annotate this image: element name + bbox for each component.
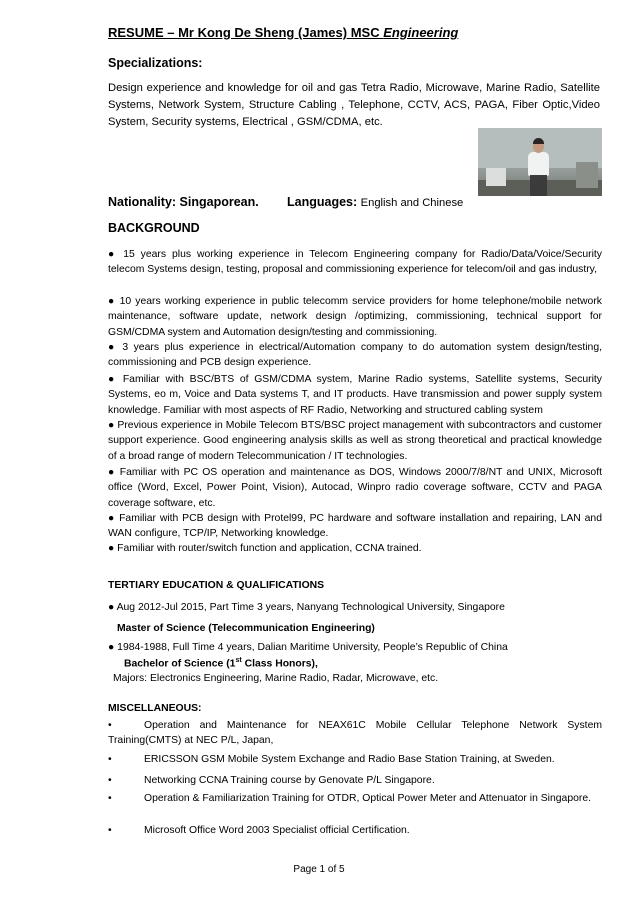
- background-item: ● Familiar with BSC/BTS of GSM/CDMA system, Marine Radio systems, Satellite systems, Security Systems, eo m, Voice and Data systems T, and IT products. Have transmission and power supply system knowledge. Familiar with most aspects of RF Radio, Networking and structured cabling system: [108, 374, 602, 416]
- nationality-label: Nationality:: [108, 195, 177, 209]
- background-item: ● 10 years working experience in public telecomm service providers for home telephone/mobile network maintenance, software update, network design /optimizing, commissioning, technical support for GSM/CDMA system and Automation design/testing and commissioning.: [108, 296, 602, 338]
- nationality: [108, 195, 259, 209]
- languages-label: Languages:: [287, 195, 358, 209]
- page-number: Page 1 of 5: [293, 864, 345, 875]
- misc-item: • ERICSSON GSM Mobile System Exchange and Radio Base Station Training, at Sweden.: [108, 754, 555, 765]
- background-item: ● 3 years plus experience in electrical/Automation company to do automation system design/testing, commissioning and PCB design experience.: [108, 342, 602, 369]
- misc-item: • Operation and Maintenance for NEAX61C Mobile Cellular Telephone Network System Training(CMTS) at NEC P/L, Japan,: [108, 720, 602, 747]
- profile-photo: [478, 128, 602, 196]
- title-main: RESUME – Mr Kong De Sheng (James) MSC: [108, 25, 384, 40]
- tertiary-heading: TERTIARY EDUCATION & QUALIFICATIONS: [108, 580, 325, 591]
- background-item: ● Familiar with PC OS operation and maintenance as DOS, Windows 2000/7/8/NT and UNIX, Microsoft office (Word, Excel, Power Point, Vision), Autocad, Winpro radio coverage software, CCTV and PAGA coverage software, etc.: [108, 467, 602, 509]
- resume-title: [108, 25, 458, 40]
- edu1-line: ● Aug 2012-Jul 2015, Part Time 3 years, Nanyang Technological University, Singapore: [108, 602, 505, 613]
- edu2-degree: Bachelor of Science (1st Class Honors),: [124, 657, 318, 670]
- edu1-degree: Master of Science (Telecommunication Engineering): [117, 623, 375, 634]
- misc-item: • Microsoft Office Word 2003 Specialist official Certification.: [108, 825, 410, 836]
- edu2-majors: Majors: Electronics Engineering, Marine Radio, Radar, Microwave, etc.: [113, 673, 439, 684]
- misc-heading: MISCELLANEOUS:: [108, 703, 202, 714]
- background-item: ● Previous experience in Mobile Telecom BTS/BSC project management with subcontractors and customer support experience. Good engineering analysis skills as well as strong theoretical and practical knowledge of a broad range of modern Telecommunication / IT technologies.: [108, 420, 602, 462]
- background-item: ● 15 years plus working experience in Telecom Engineering company for Radio/Data/Voice/Security telecom Systems design, testing, proposal and commissioning experience for telecom/oil and gas industry,: [108, 249, 602, 276]
- misc-item: • Operation & Familiarization Training for OTDR, Optical Power Meter and Attenuator in Singapore.: [108, 793, 592, 804]
- title-italic: Engineering: [383, 25, 459, 40]
- edu2-line: ● 1984-1988, Full Time 4 years, Dalian Maritime University, People’s Republic of China: [108, 642, 508, 653]
- specializations-heading: Specializations:: [108, 56, 203, 70]
- languages: [287, 195, 463, 209]
- nationality-value: Singaporean.: [179, 195, 259, 209]
- misc-item: • Networking CCNA Training course by Genovate P/L Singapore.: [108, 775, 435, 786]
- background-heading: BACKGROUND: [108, 221, 200, 235]
- background-item: ● Familiar with router/switch function and application, CCNA trained.: [108, 543, 422, 554]
- languages-value: English and Chinese: [360, 197, 464, 209]
- background-item: ● Familiar with PCB design with Protel99, PC hardware and software installation and repairing, LAN and WAN configure, TCP/IP, Networking knowledge.: [108, 513, 602, 540]
- specializations-text: Design experience and knowledge for oil and gas Tetra Radio, Microwave, Marine Radio, Satellite Systems, Network System, Structure Cabling , Telephone, CCTV, ACS, PAGA, Fiber Optic,Video System, Security systems, Electrical , GSM/CDMA, etc.: [108, 82, 600, 128]
